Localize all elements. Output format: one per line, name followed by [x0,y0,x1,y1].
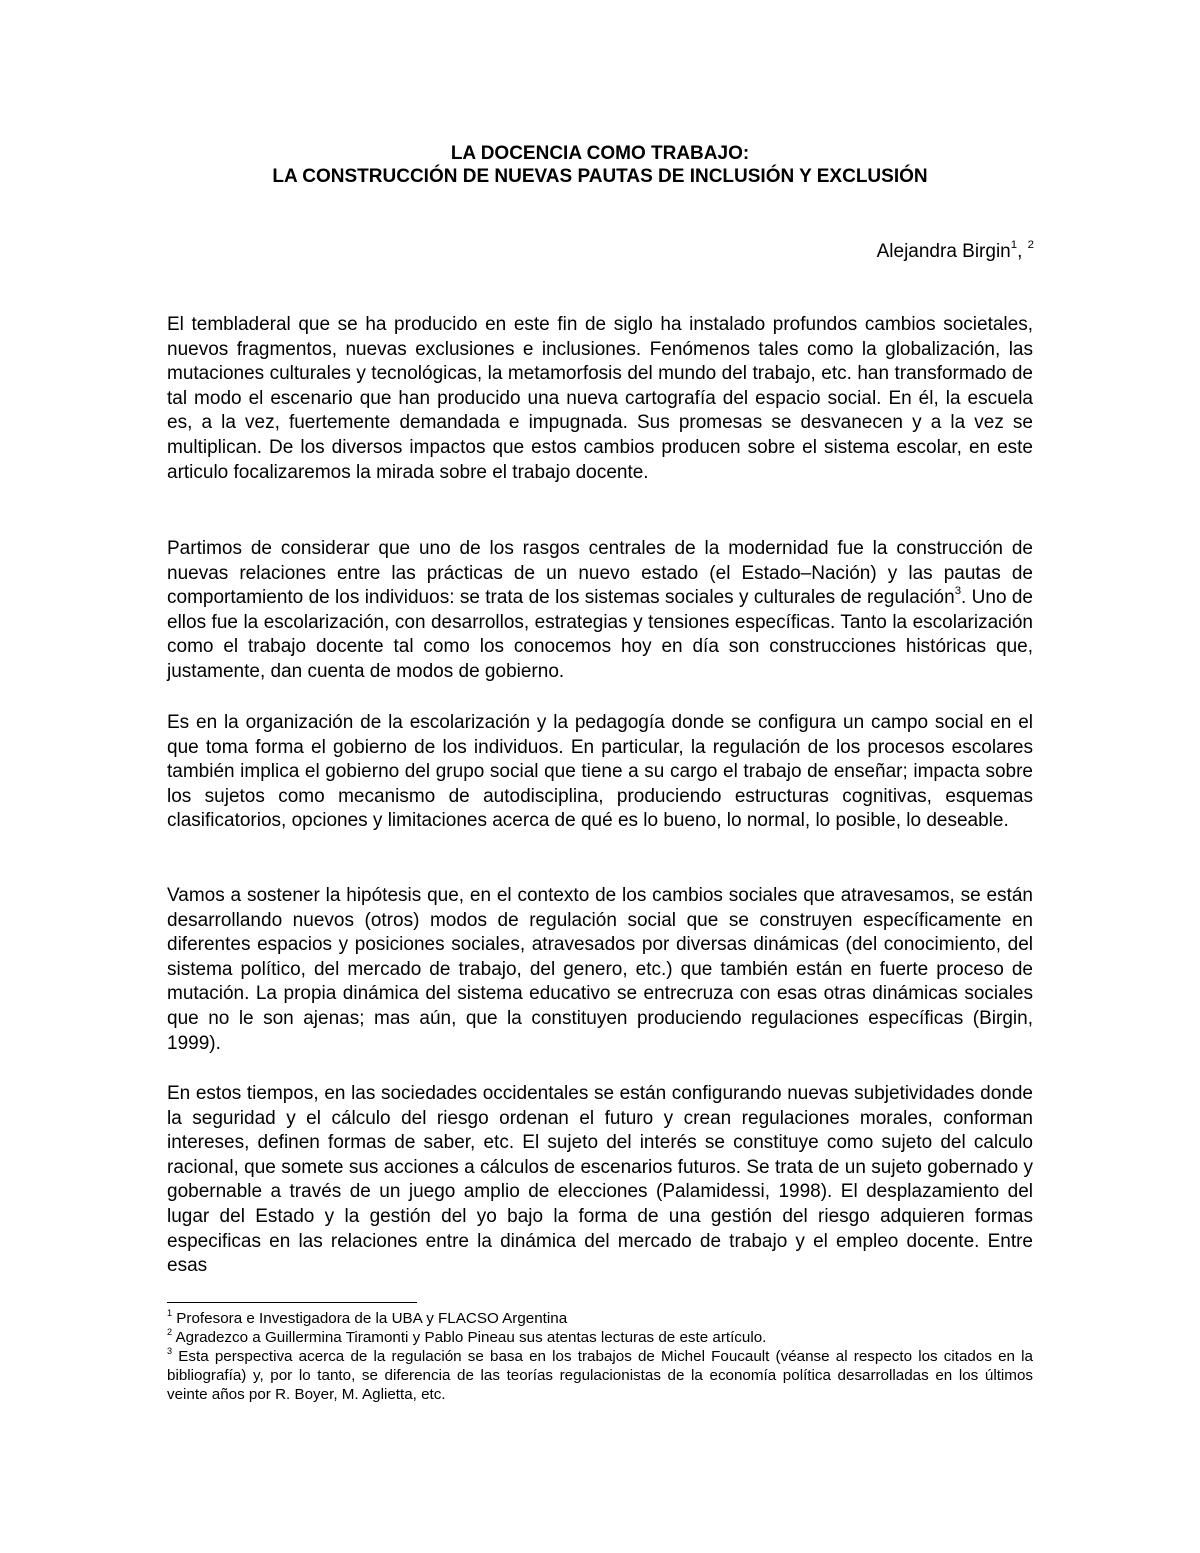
document-title-line-1: LA DOCENCIA COMO TRABAJO: [450,143,750,164]
footnote-1-marker: 1 [167,1307,173,1318]
footnote-3 [167,1347,1033,1404]
paragraph-4: Vamos a sostener la hipótesis que, en el contexto de los cambios sociales que atravesamos, se están desarrollando nuevos (otros) modos de regulación social que se construyen específicamente en diferentes espacios y posiciones sociales, atravesados por diversas dinámicas (del conocimiento, del sistema político, del mercado de trabajo, del genero, etc.) que también están en fuerte proceso de mutación. La propia dinámica del sistema educativo se entrecruza con esas otras dinámicas sociales que no le son ajenas; mas aún, que la constituyen produciendo regulaciones específicas (Birgin, 1999). [167,885,1033,1054]
footnotes [167,1309,1033,1404]
footnote-2-marker: 2 [167,1326,173,1337]
paragraph-1: El tembladeral que se ha producido en este fin de siglo ha instalado profundos cambios societales, nuevos fragmentos, nuevas exclusiones e inclusiones. Fenómenos tales como la globalización, las mutaciones culturales y tecnológicas, la metamorfosis del mundo del trabajo, etc. han transformado de tal modo el escenario que han producido una nueva cartografía del espacio social. En él, la escuela es, a la vez, fuertemente demandada e impugnada. Sus promesas se desvanecen y a la vez se multiplican. De los diversos impactos que estos cambios producen sobre el sistema escolar, en este articulo focalizaremos la mirada sobre el trabajo docente. [167,314,1033,483]
paragraph-5: En estos tiempos, en las sociedades occidentales se están configurando nuevas subjetividades donde la seguridad y el cálculo del riesgo ordenan el futuro y crean regulaciones morales, conforman intereses, definen formas de saber, etc. El sujeto del interés se constituye como sujeto del calculo racional, que somete sus acciones a cálculos de escenarios futuros. Se trata de un sujeto gobernado y gobernable a través de un juego amplio de elecciones (Palamidessi, 1998). El desplazamiento del lugar del Estado y la gestión del yo bajo la forma de una gestión del riesgo adquieren formas especificas en las relaciones entre la dinámica del mercado de trabajo y el empleo docente. Entre esas [167,1083,1033,1277]
paragraph-2 [167,537,1033,685]
paragraph-3: Es en la organización de la escolarización y la pedagogía donde se configura un campo social en el que toma forma el gobierno de los individuos. En particular, la regulación de los procesos escolares también implica el gobierno del grupo social que tiene a su cargo el trabajo de enseñar; impacta sobre los sujetos como mecanismo de autodisciplina, produciendo estructuras cognitivas, esquemas clasificatorios, opciones y limitaciones acerca de qué es lo bueno, lo normal, lo posible, lo deseable. [167,712,1033,832]
author-line [877,239,1034,265]
footnote-2-text: Agradezco a Guillermina Tiramonti y Pablo Pineau sus atentas lecturas de este artículo. [172,1329,767,1346]
author-name: Alejandra Birgin [876,241,1011,262]
paragraph-2-part-b: . Uno de ellos fue la escolarización, con desarrollos, estrategias y tensiones específicas. Tanto la escolarización como el trabajo docente tal como los conocemos hoy en día son construcciones históricas que, justamente, dan cuenta de modos de gobierno. [167,587,1033,682]
footnote-ref-2[interactable]: 2 [1027,238,1034,251]
author-separator: , [1017,241,1028,262]
footnote-1 [167,1309,1033,1328]
paragraph-2-part-a: Partimos de considerar que uno de los rasgos centrales de la modernidad fue la construcción de nuevas relaciones entre las prácticas de un nuevo estado (el Estado–Nación) y las pautas de comportamiento de los individuos: se trata de los sistemas sociales y culturales de regulación [167,538,1033,609]
footnote-3-marker: 3 [167,1345,173,1356]
footnote-ref-1[interactable]: 1 [1010,238,1018,251]
footnote-separator [167,1302,417,1303]
footnote-3-text: Esta perspectiva acerca de la regulación se basa en los trabajos de Michel Foucault (véanse al respecto los citados en la bibliografía) y, por lo tanto, se diferencia de las teorías regulacionistas de la economía política desarrolladas en los últimos veinte años por R. Boyer, M. Aglietta, etc. [167,1348,1033,1403]
footnote-ref-3[interactable]: 3 [954,585,962,598]
document-title-line-2: LA CONSTRUCCIÓN DE NUEVAS PAUTAS DE INCLUSIÓN Y EXCLUSIÓN [272,166,928,187]
footnote-2 [167,1328,1033,1347]
footnote-1-text: Profesora e Investigadora de la UBA y FLACSO Argentina [172,1310,568,1327]
